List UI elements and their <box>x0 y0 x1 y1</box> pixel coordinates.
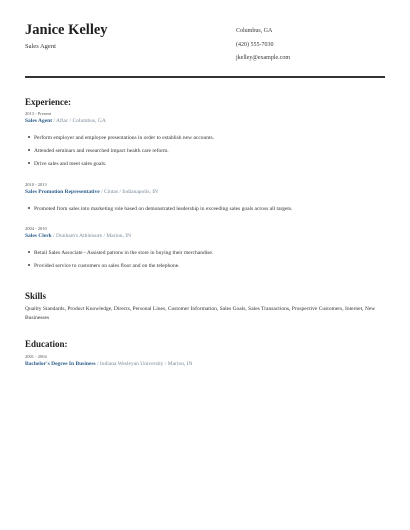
bullet-dot-icon <box>28 264 30 266</box>
job-bullet <box>25 206 292 212</box>
bullet-dot-icon <box>28 162 30 164</box>
job-dates: 2004 - 2010 <box>25 226 47 231</box>
job-details: / Cintas / Indianapolis, IN <box>99 189 159 195</box>
education-entry <box>25 361 193 367</box>
education-dates: 2001 - 2004 <box>25 354 47 359</box>
bullet-dot-icon <box>28 207 30 209</box>
job-details: / Dunham's Athleisure / Marion, IN <box>51 233 132 239</box>
job-role <box>25 189 158 195</box>
bullet-text: Provided service to customers on sales floor and on the telephone. <box>34 263 180 269</box>
job-role <box>25 233 131 239</box>
job-position: Sales Agent <box>25 118 53 124</box>
bullet-dot-icon <box>28 149 30 151</box>
bullet-text: Drive sales and meet sales goals. <box>34 161 107 167</box>
bullet-text: Attended seminars and researched impact health care reform. <box>34 148 169 154</box>
bullet-dot-icon <box>28 251 30 253</box>
job-role <box>25 118 106 124</box>
job-bullet <box>25 263 180 269</box>
header-divider <box>25 76 385 78</box>
bullet-text: Promoted from sales into marketing role based on demonstrated leadership in exceeding sales goals across all targets. <box>34 206 293 212</box>
bullet-text: Retail Sales Associate - Assisted patrons in the store in buying their merchandise. <box>34 250 214 256</box>
job-details: / Aflac / Columbus, GA <box>52 118 106 124</box>
candidate-title: Sales Agent <box>25 43 56 50</box>
job-dates: 2010 - 2013 <box>25 182 47 187</box>
education-details: / Indiana Wesleyan University / Marion, IN <box>95 361 193 367</box>
education-degree: Bachelor's Degree In Business <box>25 361 96 367</box>
candidate-name: Janice Kelley <box>25 22 108 38</box>
bullet-dot-icon <box>28 136 30 138</box>
contact-location: Columbus, GA <box>236 28 273 34</box>
experience-heading: Experience: <box>25 97 71 107</box>
job-bullet <box>25 161 106 167</box>
job-position: Sales Promotion Representative <box>25 189 100 195</box>
skills-list: Quality Standards, Product Knowledge, Directs, Personal Lines, Customer Information, Sales Goals, Sales Transactions, Prospective Customers, Internet, New Businesses <box>25 306 376 321</box>
education-heading: Education: <box>25 339 68 349</box>
bullet-text: Perform employer and employee presentations in order to establish new accounts. <box>34 135 215 141</box>
job-dates: 2013 - Present <box>25 111 51 116</box>
job-bullet <box>25 148 169 154</box>
skills-heading: Skills <box>25 291 47 301</box>
job-bullet <box>25 135 214 141</box>
contact-email: jkelley@example.com <box>236 55 291 61</box>
job-bullet <box>25 250 213 256</box>
job-position: Sales Clerk <box>25 233 52 239</box>
contact-phone: (420) 555-7030 <box>236 42 274 48</box>
